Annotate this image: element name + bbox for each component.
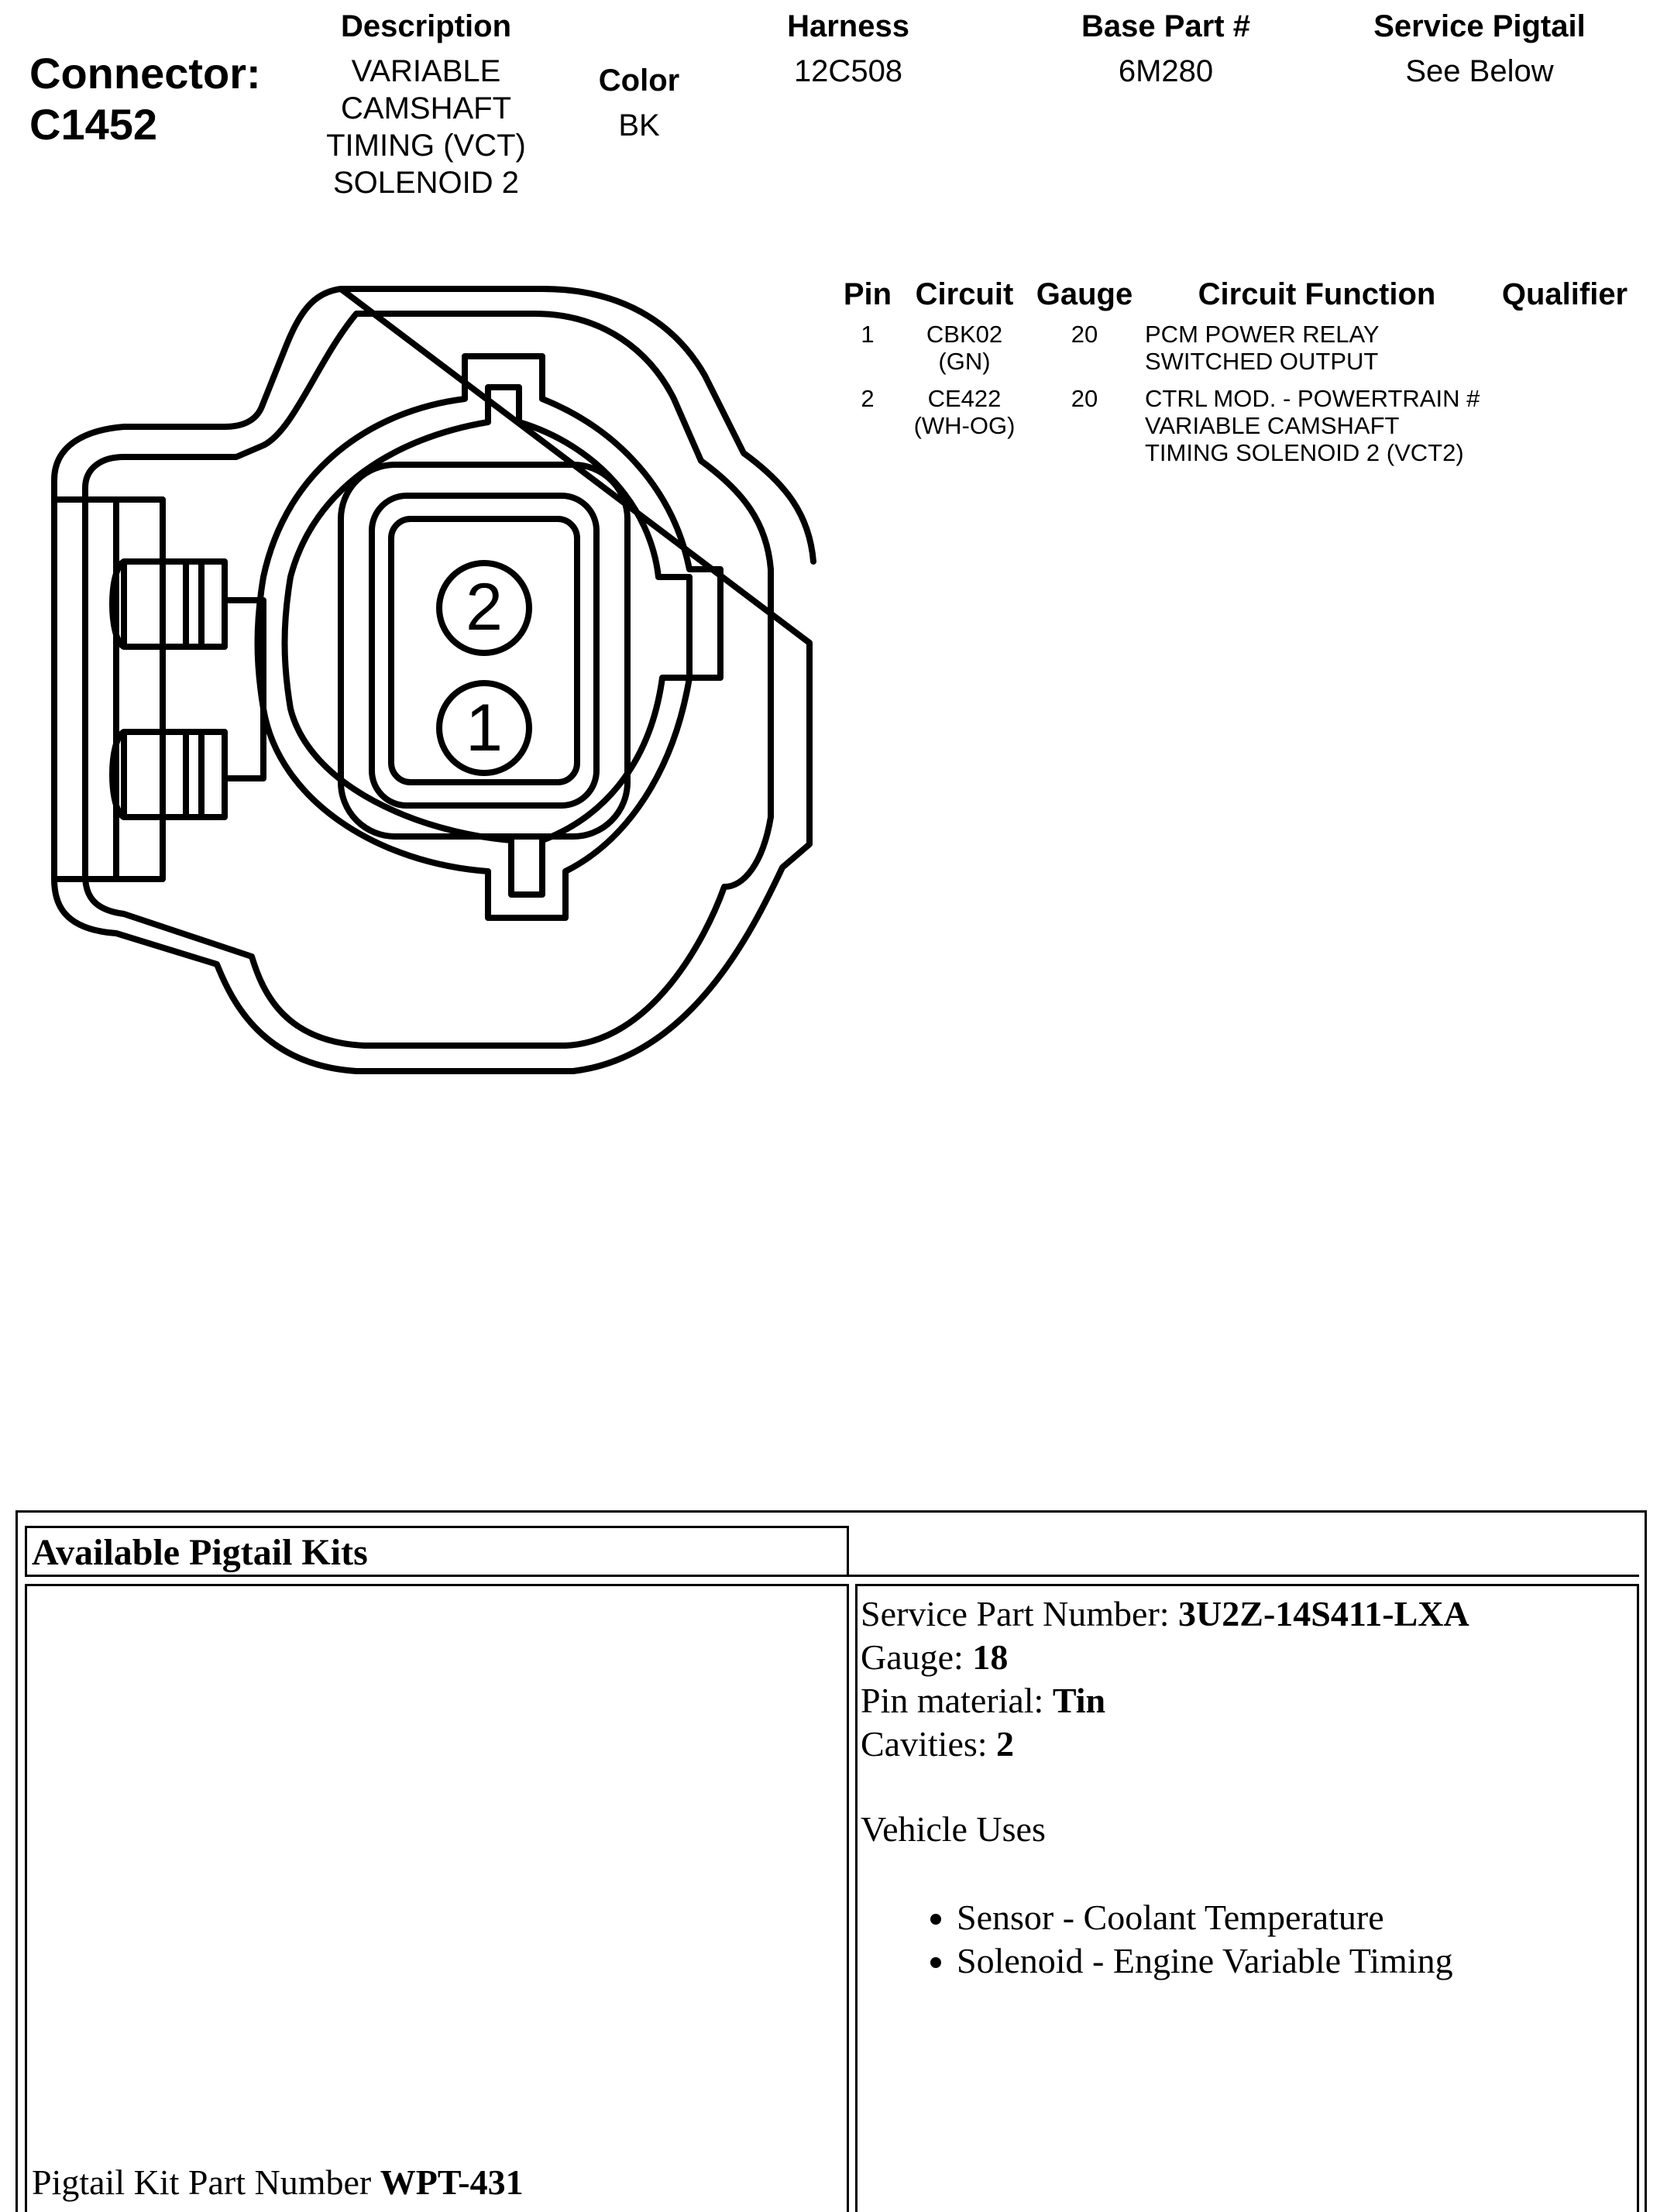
connector-title [29,48,261,150]
circuit-column-header: Circuit [915,277,1014,311]
function-line: PCM POWER RELAY [1145,321,1380,348]
circuit-code: CBK02 [926,321,1003,348]
pin-material-line [861,1679,1637,1723]
harness-value: 12C508 [793,54,903,88]
circuit-id [906,321,1023,375]
circuit-function [1145,385,1486,466]
cavities-line [861,1723,1637,1766]
cavities-label: Cavities: [861,1724,997,1764]
circuit-color: (GN) [938,348,991,375]
service-part-value: 3U2Z-14S411-LXA [1178,1594,1469,1633]
function-line: CTRL MOD. - POWERTRAIN # [1145,385,1480,412]
connector-face-diagram [31,275,821,1088]
connector-label: Connector: [29,49,261,98]
vehicle-uses-heading: Vehicle Uses [861,1809,1046,1849]
qualifier-column-header: Qualifier [1501,277,1628,311]
list-item: • Solenoid - Engine Variable Timing [957,1939,1637,1983]
circuit-function [1145,321,1486,375]
pin-label: 2 [466,570,503,644]
pin-material-value: Tin [1052,1681,1106,1720]
circuit-code: CE422 [927,385,1002,412]
connector-id: C1452 [29,100,158,149]
latch-outline [54,500,163,879]
pigtail-details-box [855,1584,1639,2212]
gauge-line [861,1636,1637,1679]
function-line: SWITCHED OUTPUT [1145,348,1379,375]
pin-number: 2 [861,385,875,412]
color-value: BK [618,108,660,143]
circuit-color: (WH-OG) [913,412,1016,439]
gauge-column-header: Gauge [1036,277,1133,311]
vehicle-uses-list [861,1896,1637,1983]
base-part-value: 6M280 [1118,54,1214,88]
wire-gauge: 20 [1071,321,1098,348]
pin-column-header: Pin [843,277,892,311]
pin-number: 1 [861,321,875,348]
service-part-label: Service Part Number: [861,1594,1179,1633]
color-heading: Color [598,64,680,98]
function-line: VARIABLE CAMSHAFT [1145,412,1400,439]
circuit-id [906,385,1023,439]
description-value: VARIABLE CAMSHAFT TIMING (VCT) SOLENOID 2 [326,54,526,200]
pigtail-title-spacer [846,1526,1639,1577]
service-part-number [861,1592,1637,1636]
pigtail-title: Available Pigtail Kits [32,1532,368,1573]
pin-label: 1 [466,691,503,765]
kit-part-number [32,2161,524,2204]
list-item: • Sensor - Coolant Temperature [957,1896,1637,1939]
cavities-value: 2 [996,1724,1015,1764]
kit-part-label: Pigtail Kit Part Number [32,2162,380,2202]
pigtail-kit-box [25,1584,849,2212]
gauge-label: Gauge: [861,1637,973,1677]
harness-heading: Harness [787,9,909,43]
pin-material-label: Pin material: [861,1681,1053,1720]
service-pigtail-value: See Below [1405,54,1554,88]
kit-part-value: WPT-431 [380,2162,524,2202]
function-line: TIMING SOLENOID 2 (VCT2) [1145,439,1464,466]
base-part-heading: Base Part # [1081,9,1250,43]
gauge-value: 18 [972,1637,1009,1677]
pigtail-title-box [25,1526,849,1577]
wire-gauge: 20 [1071,385,1098,412]
latch-detail [112,562,263,817]
description-heading: Description [340,9,512,43]
function-column-header: Circuit Function [1198,277,1436,311]
service-pigtail-heading: Service Pigtail [1373,9,1586,43]
